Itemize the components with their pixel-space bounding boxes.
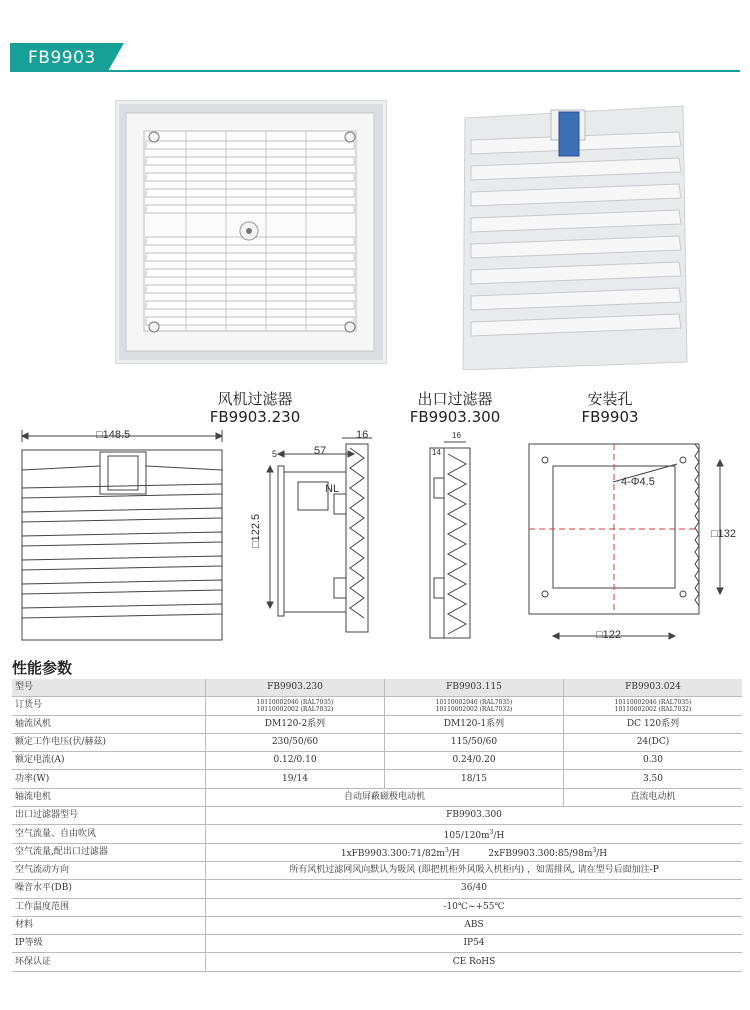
dim-height-122: □122.5 [250,513,262,548]
table-row [12,733,742,751]
mounting-holes-drawing [525,438,745,648]
row-label: 噪音水平(DB) [15,883,72,894]
cell: 0.24/0.20 [385,752,564,770]
cell: 10110002046 (RAL7035) 10110002002 (RAL7032) [564,697,743,715]
fan-filter-drawing [116,101,386,363]
outlet-caption-1: 出口过滤器 [417,390,493,408]
row-label: IP等级 [15,938,43,949]
outlet-caption-2: FB9903.300 [409,408,501,426]
table-row [12,880,742,898]
cell: 230/50/60 [206,733,385,751]
table-row [12,770,742,788]
table-row [12,825,742,843]
fan-caption-2: FB9903.230 [209,408,301,426]
cell: 直流电动机 [564,788,743,806]
cell: 24(DC) [564,733,743,751]
cell: $1xFB9903.300:71/82m^3/H$ $2xFB9903.300:85/98m^3/H$ [206,843,743,861]
dim-width-148: □148.5 [96,429,131,441]
page-title: FB9903 [28,48,96,68]
table-row [12,916,742,934]
spec-heading: 性能参数 [12,659,73,677]
label-nl: NL [325,483,340,495]
cell: FB9903.230 [206,679,385,697]
table-row [12,807,742,825]
cell: 19/14 [206,770,385,788]
row-label: 型号 [12,679,206,697]
dim-16: 16 [356,429,369,441]
cell: DM120-1系列 [385,715,564,733]
holes-dia: 4-Φ4.5 [621,476,655,488]
cell: IP54 [206,935,743,953]
cell: 115/50/60 [385,733,564,751]
table-row [12,935,742,953]
cell: ABS [206,916,743,934]
row-label: 额定电流(A) [15,755,65,766]
louver-photo [455,100,695,370]
row-label: 出口过滤器型号 [15,810,79,821]
cell: CE RoHS [206,953,743,971]
cell: DM120-2系列 [206,715,385,733]
dim-57: 57 [314,445,327,457]
row-label: 功率(W) [15,773,50,784]
cell: 18/15 [385,770,564,788]
table-row [12,843,742,861]
row-label: 环保认证 [15,956,52,967]
cell: DC 120系列 [564,715,743,733]
cell: FB9903.115 [385,679,564,697]
cell: 0.12/0.10 [206,752,385,770]
cell: 36/40 [206,880,743,898]
table-row [12,953,742,971]
outlet-dim-14: 14 [432,448,441,457]
table-row [12,715,742,733]
row-label: 材料 [15,920,34,930]
row-label: 空气流量、自由吹风 [15,828,97,839]
fan-caption-1: 风机过滤器 [217,390,293,408]
outlet-side-drawing [410,428,480,648]
holes-122: □122 [596,629,621,641]
table-row [12,788,742,806]
row-label: 空气流动方向 [15,865,70,876]
table-row [12,679,742,697]
cell: -10℃~+55℃ [206,898,743,916]
row-label: 额定工作电压(伏/赫兹) [15,737,107,748]
fan-filter-photo [115,100,387,364]
row-label: 订货号 [15,700,43,711]
cell: 10110002046 (RAL7035) 10110002002 (RAL7032) [206,697,385,715]
cell: FB9903.300 [206,807,743,825]
row-label: 轴流电机 [15,791,52,802]
table-row [12,697,742,715]
holes-132: □132 [711,528,736,540]
table-row [12,861,742,879]
dim-5: 5 [272,449,278,459]
side-view-drawing [242,428,382,648]
header-divider [10,70,740,72]
holes-caption-1: 安装孔 [587,390,633,408]
front-view-drawing [12,428,234,648]
cell: 3.50 [564,770,743,788]
cell: 所有风机过滤网风向默认为吸风 (即把机柜外风吸入机柜内) ，如需排风, 请在型号后面加注-P [206,861,743,879]
row-label: 轴流风机 [15,718,52,729]
cell: FB9903.024 [564,679,743,697]
spec-table [12,679,742,972]
cell: $105/120m^3/H$ [206,825,743,843]
cell: 自动屏蔽磁极电动机 [206,788,564,806]
row-label: 空气流量,配出口过滤器 [15,846,108,857]
table-row [12,752,742,770]
cell: 10110002046 (RAL7035) 10110002002 (RAL7032) [385,697,564,715]
outlet-dim-16: 16 [452,431,461,440]
cell: 0.30 [564,752,743,770]
holes-caption-2: FB9903 [581,408,639,426]
table-row [12,898,742,916]
row-label: 工作温度范围 [15,901,70,912]
louver-drawing [455,100,695,370]
